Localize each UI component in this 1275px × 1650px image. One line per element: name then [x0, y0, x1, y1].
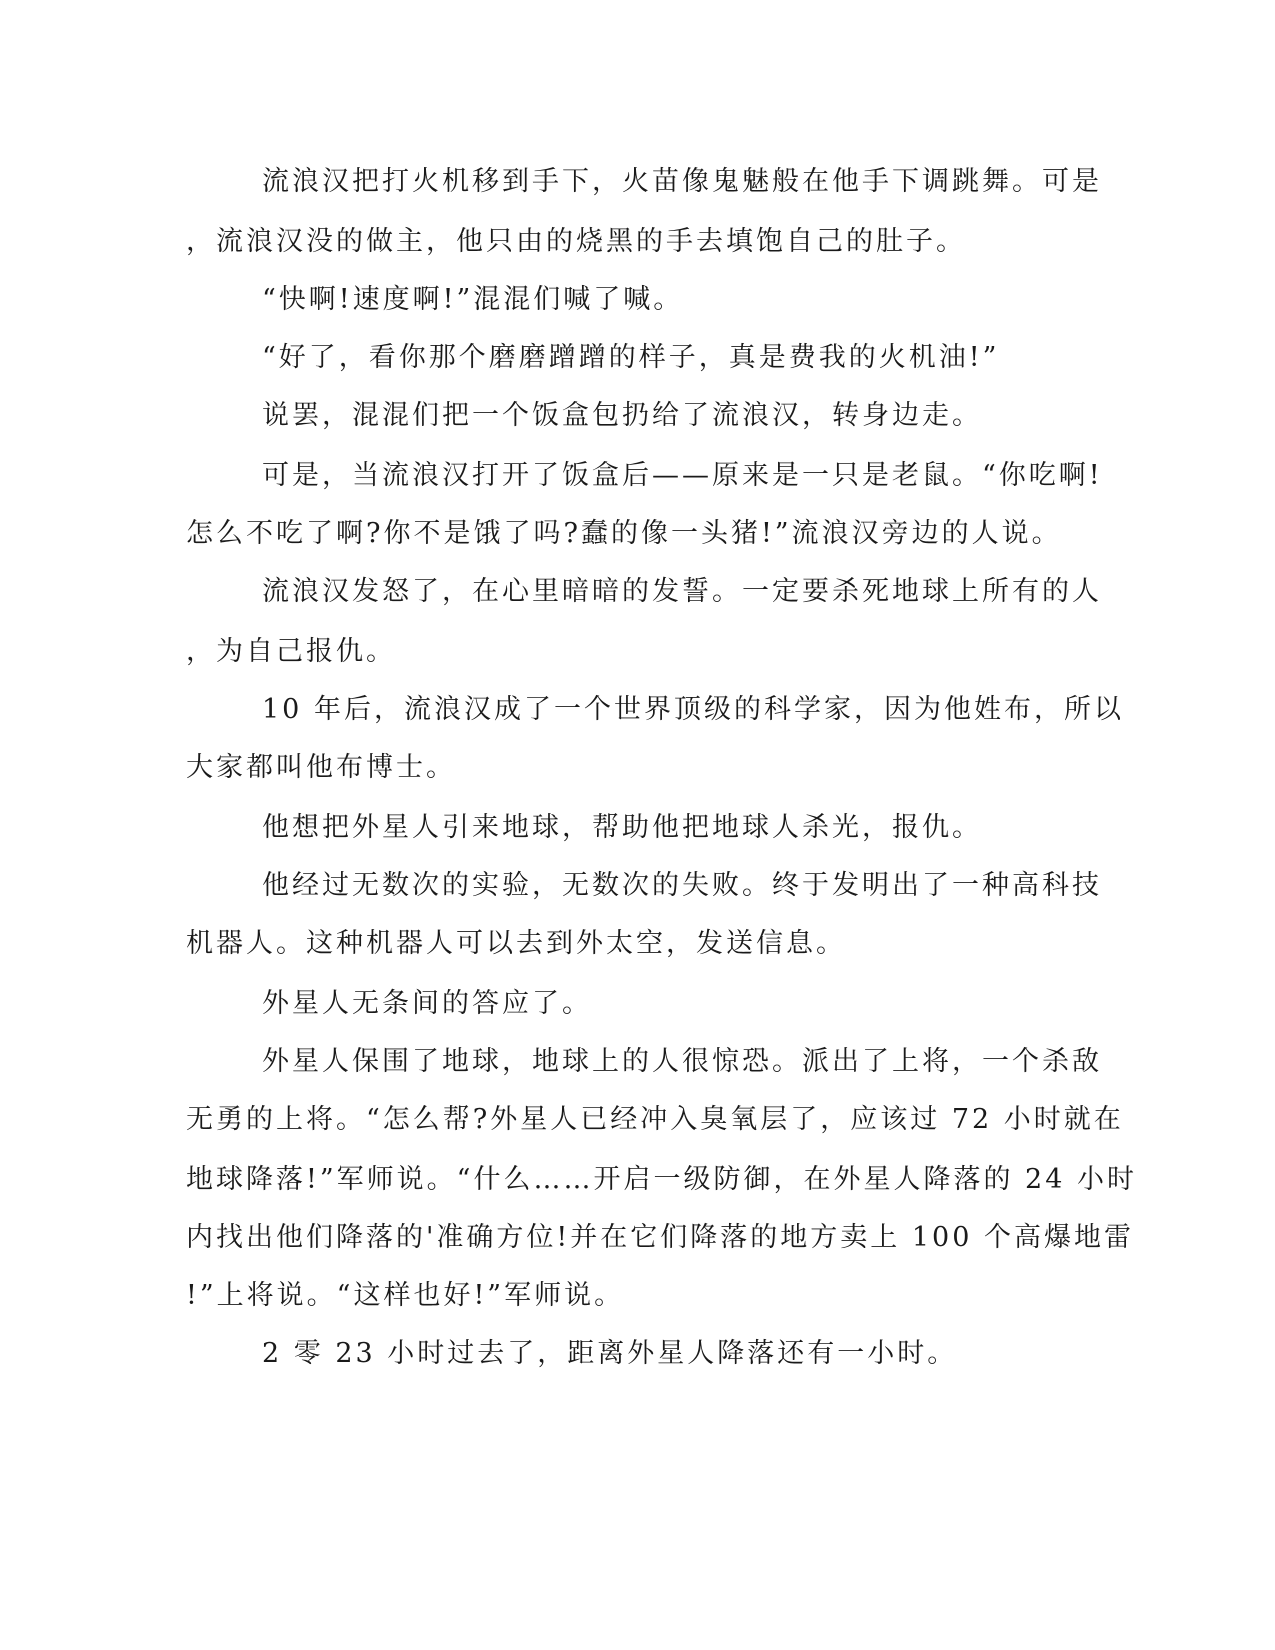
- paragraph-line: 外星人保围了地球，地球上的人很惊恐。派出了上将，一个杀敌: [262, 1046, 1102, 1077]
- paragraph-line: 地球降落!”军师说。“什么……开启一级防御，在外星人降落的 24 小时: [186, 1164, 1137, 1195]
- paragraph-line: 可是，当流浪汉打开了饭盒后——原来是一只是老鼠。“你吃啊!: [262, 460, 1103, 491]
- paragraph-line: 怎么不吃了啊?你不是饿了吗?蠢的像一头猪!”流浪汉旁边的人说。: [186, 518, 1062, 549]
- paragraph-line: 10 年后，流浪汉成了一个世界顶级的科学家，因为他姓布，所以: [262, 694, 1124, 725]
- paragraph-line: 他想把外星人引来地球，帮助他把地球人杀光，报仇。: [262, 812, 982, 843]
- paragraph-line: 流浪汉发怒了，在心里暗暗的发誓。一定要杀死地球上所有的人: [262, 576, 1102, 607]
- paragraph-line: “快啊!速度啊!”混混们喊了喊。: [262, 284, 684, 315]
- paragraph-line: “好了，看你那个磨磨蹭蹭的样子，真是费我的火机油!”: [262, 342, 1000, 373]
- paragraph-line: 他经过无数次的实验，无数次的失败。终于发明出了一种高科技: [262, 870, 1102, 901]
- paragraph-line: ，流浪汉没的做主，他只由的烧黑的手去填饱自己的肚子。: [186, 226, 966, 257]
- paragraph-line: 大家都叫他布博士。: [186, 752, 456, 783]
- paragraph-line: 无勇的上将。“怎么帮?外星人已经冲入臭氧层了，应该过 72 小时就在: [186, 1104, 1124, 1135]
- paragraph-line: !”上将说。“这样也好!”军师说。: [186, 1280, 625, 1311]
- paragraph-line: 流浪汉把打火机移到手下，火苗像鬼魅般在他手下调跳舞。可是: [262, 166, 1102, 197]
- paragraph-line: 外星人无条间的答应了。: [262, 988, 592, 1019]
- paragraph-line: 2 零 23 小时过去了，距离外星人降落还有一小时。: [262, 1338, 958, 1369]
- paragraph-line: 机器人。这种机器人可以去到外太空，发送信息。: [186, 928, 846, 959]
- paragraph-line: 内找出他们降落的'准确方位!并在它们降落的地方卖上 100 个高爆地雷: [186, 1222, 1134, 1253]
- paragraph-line: ，为自己报仇。: [186, 636, 396, 667]
- paragraph-line: 说罢，混混们把一个饭盒包扔给了流浪汉，转身边走。: [262, 400, 982, 431]
